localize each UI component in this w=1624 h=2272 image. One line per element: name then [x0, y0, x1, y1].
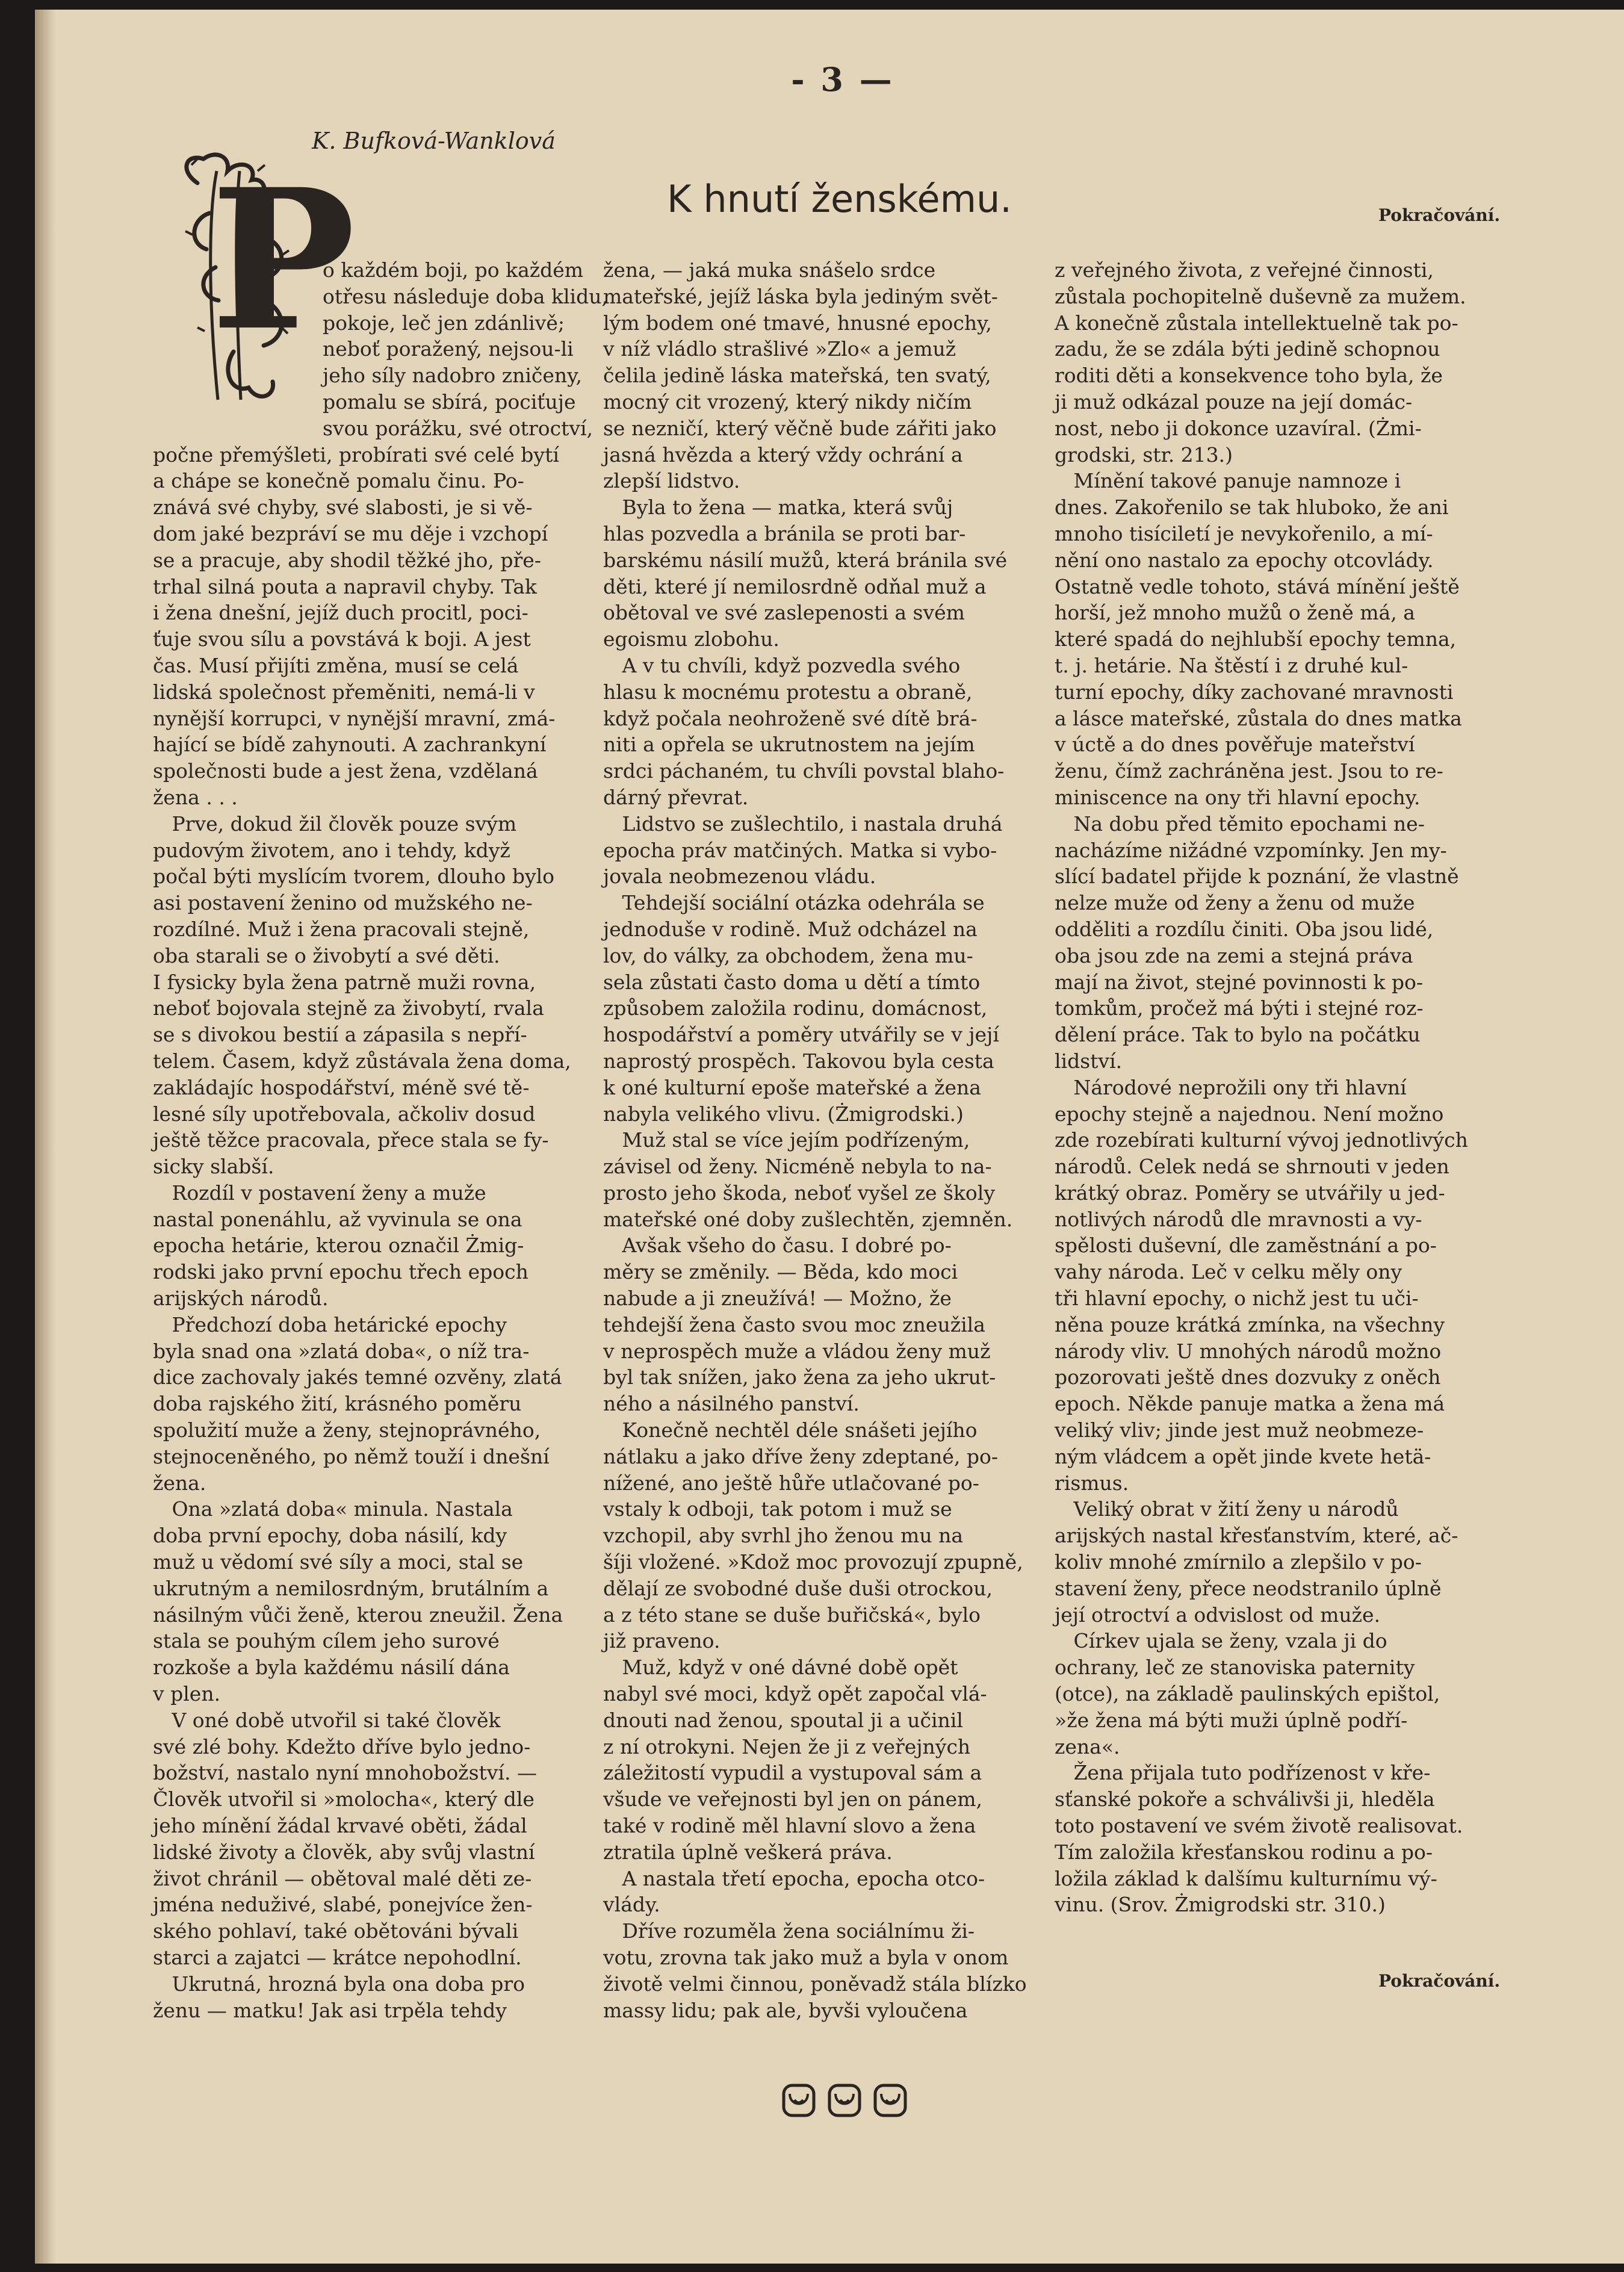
text-line: vstaly k odboji, tak potom i muž se [603, 1497, 952, 1521]
text-line: ným vládcem a opět jinde kvete hetä- [1055, 1444, 1431, 1468]
text-line: ji muž odkázal pouze na její domác- [1055, 390, 1413, 414]
text-line: z veřejného života, z veřejné činnosti, [1055, 258, 1434, 282]
page-number: - 3 — [791, 60, 894, 99]
text-line: a chápe se konečně pomalu činu. Po- [153, 469, 524, 493]
text-line: arijských nastal křesťanstvím, které, ač- [1055, 1524, 1458, 1548]
text-line: božství, nastalo nyní mnohobožství. — [153, 1761, 537, 1785]
text-line: stavení ženy, přece neodstranilo úplně [1055, 1576, 1442, 1600]
text-line: spolužití muže a ženy, stejnoprávného, [153, 1418, 541, 1442]
text-line: Tehdejší sociální otázka odehrála se [603, 891, 985, 915]
text-line: lesné síly upotřebovala, ačkoliv dosud [153, 1102, 536, 1126]
text-line: sicky slabší. [153, 1155, 274, 1179]
text-line: telem. Časem, když zůstávala žena doma, [153, 1049, 571, 1073]
text-line: Člověk utvořil si »molocha«, který dle [153, 1787, 535, 1811]
text-line: neboť bojovala stejně za živobytí, rvala [153, 996, 544, 1020]
text-line: Ukrutná, hrozná byla ona doba pro [153, 1972, 525, 1996]
text-line: toto postavení ve svém životě realisovat. [1055, 1814, 1463, 1838]
text-line: záležitostí vypudil a vystupoval sám a [603, 1761, 982, 1785]
page-binding-edge [35, 10, 55, 2264]
text-line: svou porážku, své otroctví, [323, 416, 594, 440]
text-line: počne přemýšleti, probírati své celé bytí [153, 442, 559, 467]
text-line: hospodářství a poměry utvářily se v její [603, 1023, 999, 1047]
text-line: nost, nebo ji dokonce uzavíral. (Żmi- [1055, 416, 1422, 440]
text-line: společnosti bude a jest žena, vzdělaná [153, 759, 538, 783]
text-line: nastal ponenáhlu, až vyvinula se ona [153, 1207, 522, 1231]
text-line: čas. Musí přijíti změna, musí se celá [153, 653, 519, 677]
text-line: Lidstvo se zušlechtilo, i nastala druhá [603, 812, 1003, 836]
text-line: lým bodem oné tmavé, hnusné epochy, [603, 311, 992, 335]
text-line: Byla to žena — matka, která svůj [603, 495, 953, 520]
text-line: stala se pouhým cílem jeho surové [153, 1629, 500, 1653]
text-line: své zlé bohy. Kdežto dříve bylo jedno- [153, 1734, 531, 1758]
article-title: K hnutí ženskému. [667, 177, 1012, 221]
text-line: národy vliv. U mnohých národů možno [1055, 1339, 1442, 1363]
text-line: děti, které jí nemilosrdně odňal muž a [603, 574, 987, 598]
text-line: znává své chyby, své slabosti, je si vě- [153, 495, 533, 520]
text-line: Avšak všeho do času. I dobré po- [603, 1234, 952, 1258]
text-line: epocha hetárie, kterou označil Żmig- [153, 1234, 524, 1258]
text-line: v úctě a do dnes pověřuje mateřství [1055, 733, 1415, 757]
text-line: žena, — jaká muka snášelo srdce [603, 258, 936, 282]
text-line: i žena dnešní, jejíž duch procitl, poci- [153, 601, 528, 625]
text-line: notlivých národů dle mravnosti a vy- [1055, 1207, 1422, 1231]
text-line: votu, zrovna tak jako muž a byla v onom [603, 1946, 1009, 1969]
text-line: nížené, ano ještě hůře utlačované po- [603, 1471, 979, 1495]
text-line: V oné době utvořil si také člověk [153, 1708, 501, 1732]
text-line: se a pracuje, aby shodil těžké jho, pře- [153, 548, 541, 572]
text-line: I fysicky byla žena patrně muži rovna, [153, 970, 536, 994]
text-line: zde rozebírati kulturní vývoj jednotlivých [1055, 1128, 1468, 1152]
text-line: v plen. [153, 1682, 221, 1706]
text-line: šíji vložené. »Kdož moc provozují zpupně, [603, 1550, 1023, 1574]
text-line: k oné kulturní epoše mateřské a žena [603, 1075, 981, 1099]
text-line: miniscence na ony tři hlavní epochy. [1055, 785, 1421, 809]
text-line: hající se bídě zahynouti. A zachrankyní [153, 733, 547, 757]
text-line: závisel od ženy. Nicméně nebyla to na- [603, 1155, 992, 1179]
text-line: když počala neohroženě své dítě brá- [603, 706, 978, 730]
text-line: mocný cit vrozený, který nikdy ničím [603, 390, 972, 414]
text-line: způsobem založila rodinu, domácnost, [603, 996, 988, 1020]
continued-note-top: Pokračování. [1378, 205, 1501, 225]
text-line: dnes. Zakořenilo se tak hluboko, že ani [1055, 495, 1449, 520]
text-line: naprostý prospěch. Takovou byla cesta [603, 1049, 994, 1073]
text-line: její otroctví a odvislost od muže. [1055, 1603, 1381, 1627]
text-line: nabude a ji zneužívá! — Možno, že [603, 1287, 952, 1311]
text-line: zůstala pochopitelně duševně za mužem. [1055, 284, 1466, 308]
text-line: egoismu zlobohu. [603, 627, 779, 651]
text-line: Ostatně vedle tohoto, stává mínění ještě [1055, 574, 1460, 598]
text-line: nátlaku a jako dříve ženy zdeptané, po- [603, 1444, 999, 1468]
text-line: turní epochy, díky zachované mravnosti [1055, 680, 1454, 704]
text-line: Žena přijala tuto podřízenost v kře- [1055, 1761, 1431, 1785]
text-column-2 [603, 257, 1027, 2023]
text-line: niti a opřela se ukrutnostem na jejím [603, 733, 975, 757]
text-line: ukrutným a nemilosrdným, brutálním a [153, 1576, 549, 1600]
text-line: všude ve veřejnosti byl jen on pánem, [603, 1787, 982, 1811]
text-line: vinu. (Srov. Żmigrodski str. 310.) [1055, 1893, 1386, 1917]
text-line: doba první epochy, doba násilí, kdy [153, 1524, 507, 1548]
text-line: prosto jeho škoda, neboť vyšel ze školy [603, 1181, 995, 1205]
text-line: starci a zajatci — krátce nepohodlní. [153, 1946, 522, 1969]
text-line: srdci páchaném, tu chvíli povstal blaho- [603, 759, 1005, 783]
text-line: zadu, že se zdála býti jedině schopnou [1055, 337, 1440, 361]
text-line: Dříve rozuměla žena sociálnímu ži- [603, 1919, 975, 1943]
text-line: rozkoše a byla každému násilí dána [153, 1656, 510, 1680]
text-line: zena«. [1055, 1734, 1120, 1758]
text-line: počal býti myslícím tvorem, dlouho bylo [153, 864, 555, 889]
text-line: mají na život, stejné povinnosti k po- [1055, 970, 1424, 994]
text-line: epochy stejně a najednou. Není možno [1055, 1102, 1444, 1126]
text-line: Muž stal se více jejím podřízeným, [603, 1128, 970, 1152]
text-line: pomalu se sbírá, pociťuje [323, 390, 576, 414]
text-line: stejnoceněného, po němž touží i dnešní [153, 1444, 550, 1468]
text-line: ného a násilného panství. [603, 1392, 860, 1416]
text-line: ještě těžce pracovala, přece stala se fy- [153, 1128, 549, 1152]
text-line: obětoval ve své zaslepenosti a svém [603, 601, 965, 625]
text-line: násilným vůči ženě, kterou zneužil. Žena [153, 1603, 563, 1627]
drop-cap-letter: P [211, 147, 356, 373]
article-author: K. Bufková-Wanklová [312, 128, 556, 154]
text-line: nění ono nastalo za epochy otcovlády. [1055, 548, 1434, 572]
text-line: pudovým životem, ano i tehdy, když [153, 838, 510, 862]
text-line: horší, jež mnoho mužů o ženě má, a [1055, 601, 1415, 625]
text-line: krátký obraz. Poměry se utvářily u jed- [1055, 1181, 1445, 1205]
text-line: asi postavení ženino od mužského ne- [153, 891, 533, 915]
text-line: A nastala třetí epocha, epocha otco- [603, 1866, 985, 1890]
text-line: hlas pozvedla a bránila se proti bar- [603, 521, 966, 545]
text-line: dělají ze svobodné duše duši otrockou, [603, 1576, 993, 1600]
text-line: a lásce mateřské, zůstala do dnes matka [1055, 706, 1462, 730]
continued-note-bottom: Pokračování. [1378, 1971, 1501, 1991]
text-line: dárný převrat. [603, 785, 749, 809]
text-line: ženu — matku! Jak asi trpěla tehdy [153, 1998, 507, 2022]
text-line: rodski jako první epochu třech epoch [153, 1260, 528, 1284]
text-line: dnouti nad ženou, spoutal ji a učinil [603, 1708, 963, 1732]
text-line: arijských národů. [153, 1287, 329, 1311]
text-line: veliký vliv; jinde jest muž neobmeze- [1055, 1418, 1424, 1442]
text-line: nabyla velikého vlivu. (Żmigrodski.) [603, 1102, 964, 1126]
text-line: ženu, čímž zachráněna jest. Jsou to re- [1055, 759, 1443, 783]
text-line: trhal silná pouta a napravil chyby. Tak [153, 574, 537, 598]
text-line: lov, do války, za obchodem, žena mu- [603, 943, 973, 967]
text-line: hlasu k mocnému protestu a obraně, [603, 680, 973, 704]
text-line: Církev ujala se ženy, vzala ji do [1055, 1629, 1387, 1653]
journal-page [35, 10, 1624, 2264]
text-line: zakládajíc hospodářství, méně své tě- [153, 1075, 530, 1099]
text-line: jasná hvězda a který vždy ochrání a [603, 442, 963, 467]
text-line: vlády. [603, 1893, 660, 1917]
text-line: byla snad ona »zlatá doba«, o níž tra- [153, 1339, 530, 1363]
text-line: něna pouze krátká zmínka, na všechny [1055, 1312, 1445, 1336]
text-line: A v tu chvíli, když pozvedla svého [603, 653, 961, 677]
text-line: lidství. [1055, 1049, 1123, 1073]
text-line: v níž vládlo strašlivé »Zlo« a jemuž [603, 337, 956, 361]
text-line: se s divokou bestií a zápasila s nepří- [153, 1023, 527, 1047]
text-line: ochrany, leč ze stanoviska paternity [1055, 1656, 1415, 1680]
text-line: dice zachovaly jakés temné ozvěny, zlatá [153, 1365, 562, 1389]
text-line: životě velmi činnou, poněvadž stála blízko [603, 1972, 1027, 1996]
text-line: zlepší lidstvo. [603, 469, 740, 493]
text-line: tomkům, pročež má býti i stejné roz- [1055, 996, 1424, 1020]
text-line: jeho mínění žádal krvavé oběti, žádal [153, 1814, 527, 1838]
ornament-flourish-icon [781, 2083, 816, 2118]
text-line: vzchopil, aby svrhl jho ženou mu na [603, 1524, 964, 1548]
text-line: národů. Celek nedá se shrnouti v jeden [1055, 1155, 1449, 1179]
text-line: ložila základ k dalšímu kulturnímu vý- [1055, 1866, 1437, 1890]
text-line: již praveno. [603, 1629, 721, 1653]
text-line: jednoduše v rodině. Muž odcházel na [603, 917, 978, 941]
text-line: Na dobu před těmito epochami ne- [1055, 812, 1425, 836]
text-line: Veliký obrat v žití ženy u národů [1055, 1497, 1399, 1521]
ornament-flourish-icon [873, 2083, 908, 2118]
text-line: »že žena má býti muži úplně podří- [1055, 1708, 1408, 1732]
text-line: t. j. hetárie. Na štěstí i z druhé kul- [1055, 653, 1409, 677]
text-line: tehdejší žena často svou moc zneužila [603, 1312, 985, 1336]
text-line: jména neduživé, slabé, ponejvíce žen- [153, 1893, 533, 1917]
text-line: pokoje, leč jen zdánlivě; [323, 311, 565, 335]
text-line: žena. [153, 1471, 206, 1495]
text-column-1 [153, 257, 608, 2023]
text-line: grodski, str. 213.) [1055, 442, 1233, 467]
text-line: sela zůstati často doma u dětí a tímto [603, 970, 981, 994]
text-line: jeho síly nadobro zničeny, [323, 364, 582, 388]
text-line: Tím založila křesťanskou rodinu a po- [1055, 1840, 1433, 1864]
text-line: spělosti duševní, dle zaměstnání a po- [1055, 1234, 1437, 1258]
text-line: o každém boji, po každém [323, 258, 584, 282]
text-line: jovala neobmezenou vládu. [603, 864, 876, 889]
text-line: dom jaké bezpráví se mu děje i vzchopí [153, 521, 548, 545]
text-line: byl tak snížen, jako žena za jeho ukrut- [603, 1365, 996, 1389]
text-line: Muž, když v oné dávné době opět [603, 1656, 958, 1680]
text-line: epocha práv matčiných. Matka si vybo- [603, 838, 997, 862]
text-line: lidské životy a člověk, aby svůj vlastní [153, 1840, 535, 1864]
text-line: massy lidu; pak ale, byvši vyloučena [603, 1998, 968, 2022]
ornament-flourish-icon [827, 2083, 862, 2118]
text-line: koliv mnohé zmírnilo a zlepšilo v po- [1055, 1550, 1422, 1574]
text-line: Ona »zlatá doba« minula. Nastala [153, 1497, 513, 1521]
text-line: ťuje svou sílu a povstává k boji. A jest [153, 627, 531, 651]
text-line: žena . . . [153, 785, 238, 809]
text-line: tři hlavní epochy, o nichž jest tu uči- [1055, 1287, 1419, 1311]
text-line: rismus. [1055, 1471, 1129, 1495]
text-line: barskému násilí mužů, která bránila své [603, 548, 1008, 572]
text-line: otřesu následuje doba klidu, [323, 284, 608, 308]
text-line: rozdílné. Muž i žena pracovali stejně, [153, 917, 530, 941]
text-line: slící badatel přijde k poznání, že vlastně [1055, 864, 1459, 889]
end-ornament [781, 2083, 908, 2118]
text-line: doba rajského žití, krásného poměru [153, 1392, 522, 1416]
text-line: neboť poražený, nejsou-li [323, 337, 574, 361]
text-line: vahy národa. Leč v celku měly ony [1055, 1260, 1402, 1284]
text-line: mateřské oné doby zušlechtěn, zjemněn. [603, 1207, 1013, 1231]
text-line: mnoho tisíciletí je nevykořenilo, a mí- [1055, 521, 1433, 545]
text-line: roditi děti a konsekvence toho byla, že [1055, 364, 1443, 388]
text-line: Prve, dokud žil člověk pouze svým [153, 812, 517, 836]
text-line: nynější korrupci, v nynější mravní, zmá- [153, 706, 556, 730]
text-line: měry se změnily. — Běda, kdo moci [603, 1260, 958, 1284]
text-line: Národové neprožili ony tři hlavní [1055, 1075, 1407, 1099]
text-column-3 [1055, 257, 1468, 1918]
text-line: ztratila úplně veškerá práva. [603, 1840, 893, 1864]
text-line: z ní otrokyni. Nejen že ji z veřejných [603, 1734, 971, 1758]
text-line: Konečně nechtěl déle snášeti jejího [603, 1418, 978, 1442]
text-line: odděliti a rozdílu činiti. Oba jsou lidé, [1055, 917, 1434, 941]
text-line: sťanské pokoře a schválivši ji, hleděla [1055, 1787, 1435, 1811]
text-line: oba starali se o živobytí a své děti. [153, 943, 500, 967]
text-line: Mínění takové panuje namnoze i [1055, 469, 1401, 493]
text-line: život chránil — obětoval malé děti ze- [153, 1866, 532, 1890]
text-line: A konečně zůstala intellektuelně tak po- [1055, 311, 1458, 335]
text-line: nacházíme nižádné vzpomínky. Jen my- [1055, 838, 1447, 862]
text-line: pozorovati ještě dnes dozvuky z oněch [1055, 1365, 1441, 1389]
text-line: se nezničí, který věčně bude zářiti jako [603, 416, 997, 440]
text-line: Předchozí doba hetárické epochy [153, 1312, 507, 1336]
text-line: mateřské, jejíž láska byla jediným svět- [603, 284, 998, 308]
text-line: nelze muže od ženy a ženu od muže [1055, 891, 1415, 915]
text-line: (otce), na základě paulinských epištol, [1055, 1682, 1440, 1706]
text-line: v neprospěch muže a vládou ženy muž [603, 1339, 991, 1363]
text-line: které spadá do nejhlubší epochy temna, [1055, 627, 1457, 651]
text-line: ského pohlaví, také obětováni bývali [153, 1919, 519, 1943]
text-line: také v rodině měl hlavní slovo a žena [603, 1814, 976, 1838]
text-line: muž u vědomí své síly a moci, stal se [153, 1550, 524, 1574]
text-line: Rozdíl v postavení ženy a muže [153, 1181, 486, 1205]
text-line: a z této stane se duše buřičská«, bylo [603, 1603, 981, 1627]
text-line: epoch. Někde panuje matka a žena má [1055, 1392, 1445, 1416]
text-line: čelila jedině láska mateřská, ten svatý, [603, 364, 991, 388]
text-line: oba jsou zde na zemi a stejná práva [1055, 943, 1413, 967]
text-line: lidská společnost přeměniti, nemá-li v [153, 680, 535, 704]
text-line: nabyl své moci, když opět započal vlá- [603, 1682, 987, 1706]
text-line: dělení práce. Tak to bylo na počátku [1055, 1023, 1421, 1047]
